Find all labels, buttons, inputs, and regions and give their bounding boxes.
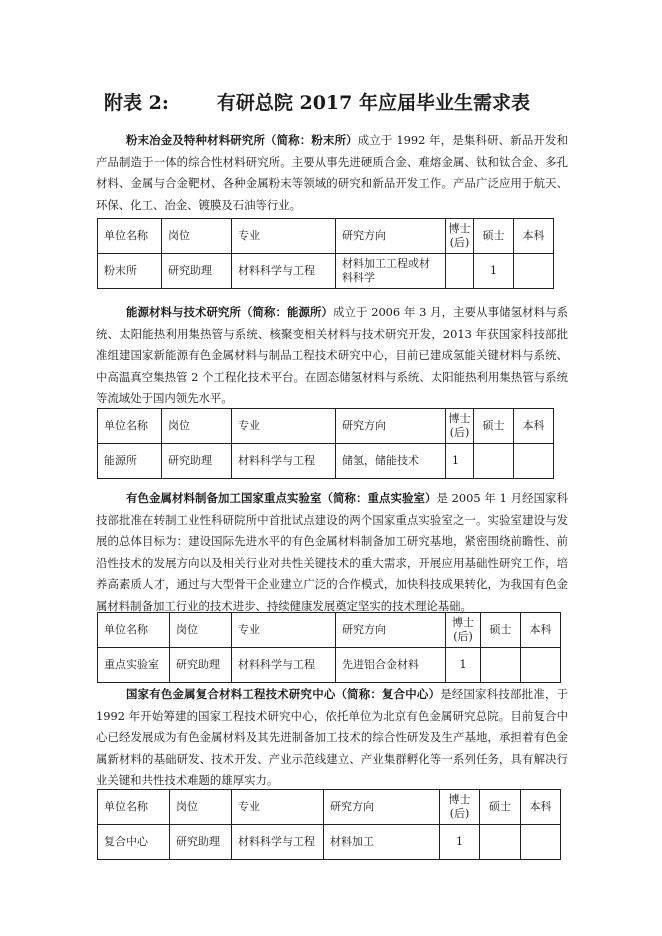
institute-name: 有色金属材料制备加工国家重点实验室（简称：重点实验室）: [126, 491, 437, 505]
section-intro-energy: [96, 302, 568, 410]
header-cell: 本科: [521, 790, 561, 825]
table-cell: 材料科学与工程: [232, 254, 336, 289]
title-text: 有研总院 2017 年应届毕业生需求表: [216, 92, 530, 114]
header-cell: 专业: [232, 613, 336, 648]
header-cell: 单位名称: [98, 219, 162, 254]
table-cell: [514, 254, 554, 289]
table-cell: 储氢，储能技术: [336, 444, 446, 479]
header-cell: 研究方向: [336, 219, 446, 254]
section-intro-composite: [96, 684, 568, 792]
table-cell: [446, 254, 474, 289]
table-cell: 1: [440, 825, 480, 860]
header-cell: 单位名称: [98, 409, 162, 444]
table-cell: 材料加工: [324, 825, 440, 860]
institute-name: 能源材料与技术研究所（简称：能源所）: [126, 305, 333, 319]
header-cell: 研究方向: [336, 613, 446, 648]
table-cell: [480, 825, 521, 860]
table-cell: 重点实验室: [98, 648, 170, 683]
header-cell: 单位名称: [98, 790, 170, 825]
table-cell: 材料科学与工程: [232, 825, 324, 860]
institute-desc: 是经国家科技部批准，于 1992 年开始筹建的国家工程技术研究中心，依托单位为北京有色金属研究总院。目前复合中心已经发展成为有色金属材料及其先进制备加工技术的综合性研发及生产基地，承担着有色金属新材料的基础研发、技术开发、产业示范线建立、产业集群孵化等一系列任务，具有解决行业关键和共性技术难题的雄厚实力。: [96, 687, 568, 788]
page-title: [104, 88, 530, 115]
header-cell: 本科: [514, 219, 554, 254]
table-cell: [521, 648, 561, 683]
table-cell: 材料科学与工程: [232, 648, 336, 683]
table-header-row: [98, 613, 561, 648]
table-cell: [514, 444, 554, 479]
header-cell: 专业: [232, 790, 324, 825]
requirement-table: [97, 218, 554, 289]
table-cell: 复合中心: [98, 825, 170, 860]
header-cell: 硕士: [474, 219, 514, 254]
table-cell: 材料加工工程或材料科学: [336, 254, 446, 289]
title-label: 附表 2:: [104, 92, 169, 114]
header-cell: 本科: [521, 613, 561, 648]
header-cell: 博士(后): [446, 613, 481, 648]
header-cell: 硕士: [480, 790, 521, 825]
header-cell: 本科: [514, 409, 554, 444]
table-cell: [521, 825, 561, 860]
table-cell: 研究助理: [162, 444, 232, 479]
table-cell: 研究助理: [170, 825, 232, 860]
table-header-row: [98, 790, 561, 825]
header-cell: 研究方向: [324, 790, 440, 825]
institute-desc: 是 2005 年 1 月经国家科技部批准在转制工业性科研院所中首批试点建设的两个国家重点实验室之一。实验室建设与发展的总体目标为：建设国际先进水平的有色金属材料制备加工研究基地，紧密围绕前瞻性、前沿性技术的发展方向以及相关行业对共性关键技术的重大需求，开展应用基础性研究工作，培养高素质人才，通过与大型骨干企业建立广泛的合作模式，加快科技成果转化，为我国有色金属材料制备加工行业的技术进步、持续健康发展奠定坚实的技术理论基础。: [96, 491, 568, 613]
table-cell: 研究助理: [170, 648, 232, 683]
requirement-table: [97, 408, 554, 479]
table-row: [98, 444, 554, 479]
table-cell: [474, 444, 514, 479]
institute-desc: 成立于 1992 年，是集科研、新品开发和产品制造于一体的综合性材料研究所。主要从事先进硬质合金、难熔金属、钛和钛合金、多孔材料、金属与合金靶材、各种金属粉末等领域的研究和新品开发工作。产品广泛应用于航天、环保、化工、冶金、镀膜及石油等行业。: [96, 133, 568, 212]
table-header-row: [98, 409, 554, 444]
table-row: [98, 648, 561, 683]
table-header-row: [98, 219, 554, 254]
table-cell: 研究助理: [162, 254, 232, 289]
header-cell: 岗位: [170, 790, 232, 825]
institute-name: 国家有色金属复合材料工程技术研究中心（简称：复合中心）: [126, 687, 441, 701]
header-cell: 岗位: [162, 219, 232, 254]
header-cell: 专业: [232, 219, 336, 254]
header-cell: 单位名称: [98, 613, 170, 648]
table-cell: 材料科学与工程: [232, 444, 336, 479]
table-cell: 1: [474, 254, 514, 289]
header-cell: 博士(后): [440, 790, 480, 825]
header-cell: 博士(后): [446, 219, 474, 254]
table-row: [98, 825, 561, 860]
section-intro-keylab: [96, 488, 568, 618]
table-cell: 粉末所: [98, 254, 162, 289]
header-cell: 硕士: [481, 613, 521, 648]
table-cell: 先进铝合金材料: [336, 648, 446, 683]
institute-name: 粉末冶金及特种材料研究所（简称：粉末所）: [126, 133, 358, 147]
institute-desc: 成立于 2006 年 3 月，主要从事储氢材料与系统、太阳能热利用集热管与系统、核聚变相关材料与技术研究开发，2013 年获国家科技部批准组建国家新能源有色金属材料与制品工程技术研究中心，目前已建成氢能关键材料与系统、中高温真空集热管 2 个工程化技术平台。在固态储氢材料与系统、太阳能热利用集热管与系统等流域处于国内领先水平。: [96, 305, 568, 406]
header-cell: 研究方向: [336, 409, 446, 444]
requirement-table: [97, 789, 561, 860]
header-cell: 岗位: [170, 613, 232, 648]
table-cell: [481, 648, 521, 683]
table-row: [98, 254, 554, 289]
table-cell: 能源所: [98, 444, 162, 479]
header-cell: 硕士: [474, 409, 514, 444]
section-intro-powder: [96, 130, 568, 216]
table-cell: 1: [446, 444, 474, 479]
table-cell: 1: [446, 648, 481, 683]
requirement-table: [97, 612, 561, 683]
header-cell: 博士(后): [446, 409, 474, 444]
header-cell: 岗位: [162, 409, 232, 444]
header-cell: 专业: [232, 409, 336, 444]
